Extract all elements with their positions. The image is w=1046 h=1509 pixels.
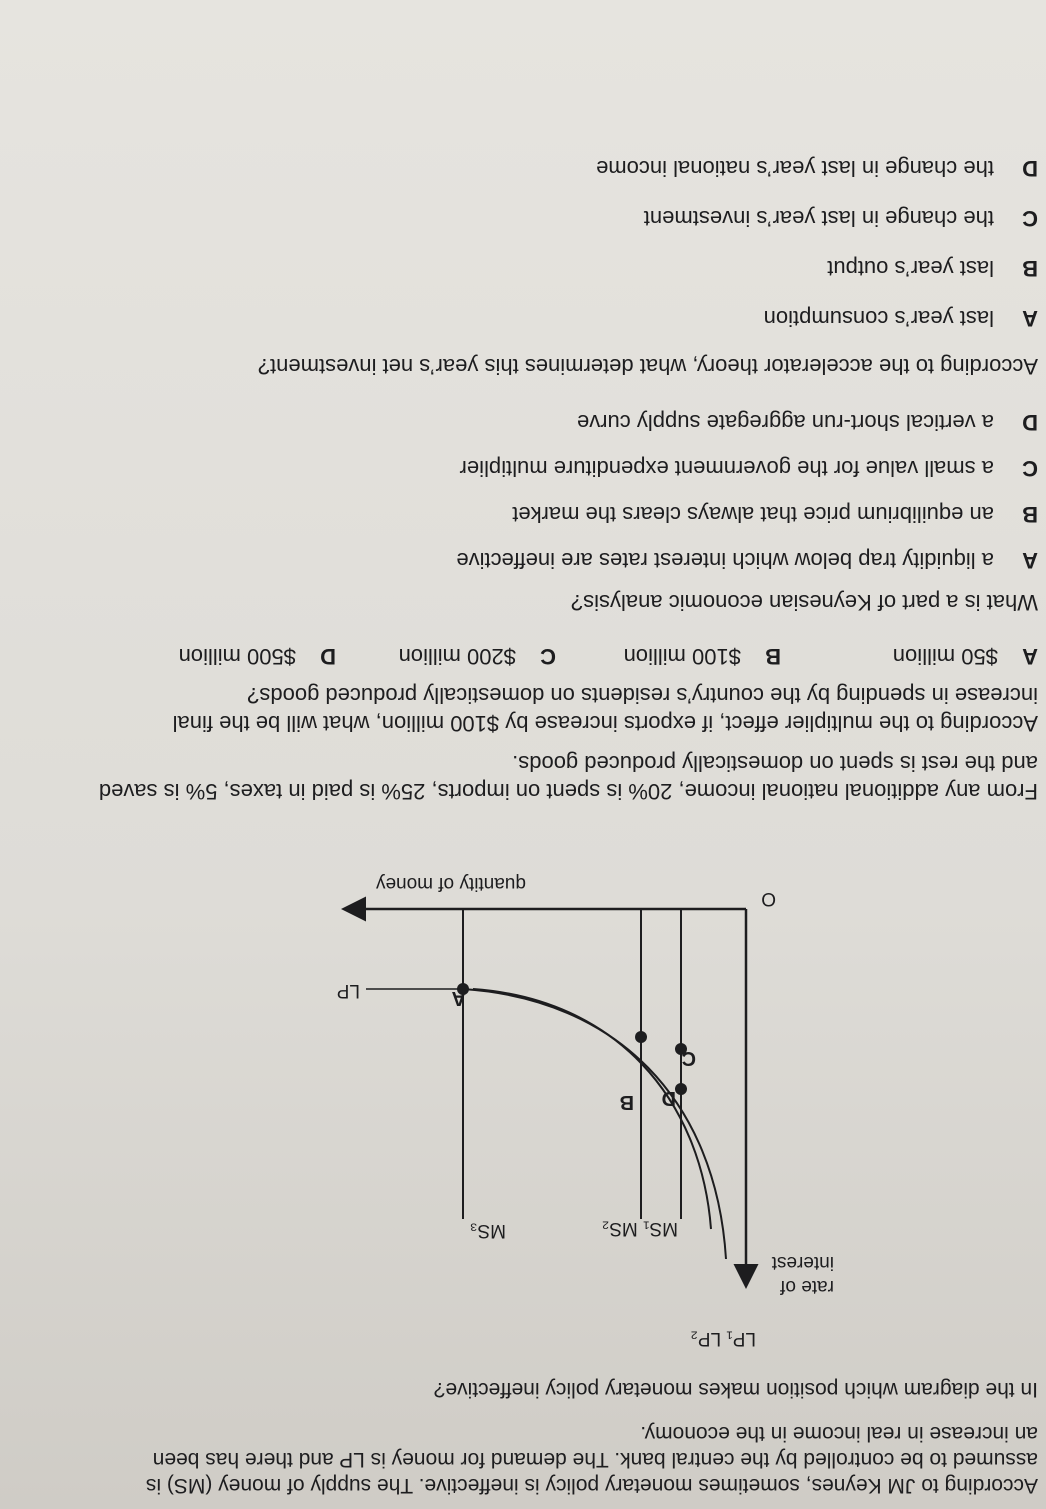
origin-label: O [761, 888, 776, 909]
multiplier-option-b[interactable] [624, 643, 781, 669]
keynesian-option-d[interactable] [577, 409, 1038, 435]
point-d [675, 1083, 687, 1095]
option-text: a liquidity trap below which interest rates are ineffective [456, 548, 994, 573]
lp2-curve [473, 989, 711, 1229]
multiplier-line-2: and the rest is spent on domestically produced goods. [512, 751, 1038, 776]
y-axis-label-1: rate of [780, 1276, 834, 1297]
multiplier-line-3: According to the multiplier effect, if exports increase by $100 million, what will be the final [172, 711, 1038, 736]
y-axis-label-2: interest [771, 1252, 834, 1273]
option-letter: A [1022, 306, 1038, 331]
keynesian-question: What is a part of Keynesian economic analysis? [570, 590, 1038, 615]
option-letter: D [1022, 156, 1038, 181]
option-text: an equilibrium price that always clears the market [512, 502, 994, 527]
option-text: $200 million [398, 644, 516, 669]
option-text: last year’s consumption [763, 306, 994, 331]
lp-label: LP [336, 980, 360, 1001]
option-letter: C [1022, 206, 1038, 231]
option-letter: A [1022, 644, 1038, 669]
point-d-label: D [661, 1087, 676, 1109]
x-axis-label: quantity of money [376, 873, 526, 894]
keynesian-option-c[interactable] [460, 455, 1038, 481]
option-text: a vertical short-run aggregate supply curve [576, 410, 994, 435]
option-text: $100 million [623, 644, 741, 669]
multiplier-option-d[interactable] [179, 643, 336, 669]
option-letter: A [1022, 548, 1038, 573]
option-text: a small value for the government expenditure multiplier [459, 456, 994, 481]
option-letter: C [540, 644, 556, 669]
option-letter: B [1022, 502, 1038, 527]
accelerator-option-b[interactable] [827, 255, 1038, 281]
multiplier-line-1: From any additional national income, 20% is spent on imports, 25% is paid in taxes, 5% is saved [98, 779, 1038, 804]
liquidity-preference-diagram [0, 839, 1046, 1359]
option-text: last year’s output [827, 256, 994, 281]
option-text: $500 million [178, 644, 296, 669]
option-letter: D [320, 644, 336, 669]
point-b [635, 1031, 647, 1043]
option-letter: D [1022, 410, 1038, 435]
keynesian-option-a[interactable] [456, 547, 1038, 573]
intro-line-1: According to JM Keynes, sometimes monetary policy is ineffective. The supply of money (MS) is [145, 1474, 1038, 1497]
option-letter: C [1022, 456, 1038, 481]
accelerator-option-c[interactable] [644, 205, 1038, 231]
ms3-label: MS₃ [469, 1220, 506, 1241]
point-a-label: A [451, 987, 466, 1009]
option-letter: B [1022, 256, 1038, 281]
option-text: the change in last year’s national income [596, 156, 994, 181]
accelerator-question: According to the accelerator theory, what determines this year’s net investment? [257, 354, 1038, 379]
point-c-label: C [681, 1047, 696, 1069]
option-text: $50 million [892, 644, 998, 669]
intro-question: In the diagram which position makes monetary policy ineffective? [433, 1378, 1038, 1401]
accelerator-option-a[interactable] [764, 305, 1038, 331]
multiplier-option-a[interactable] [893, 643, 1038, 669]
intro-line-2: assumed to be controlled by the central bank. The demand for money is LP and there has been [152, 1448, 1038, 1471]
intro-line-3: an increase in real income in the economy. [640, 1422, 1038, 1445]
multiplier-option-c[interactable] [399, 643, 556, 669]
keynesian-option-b[interactable] [512, 501, 1038, 527]
accelerator-option-d[interactable] [596, 155, 1038, 181]
ms12-label: MS₁ MS₂ [601, 1218, 678, 1239]
option-letter: B [765, 644, 781, 669]
lp12-label: LP₁ LP₂ [690, 1328, 756, 1349]
option-text: the change in last year’s investment [643, 206, 994, 231]
multiplier-line-4: increase in spending by the country’s residents on domestically produced goods? [247, 683, 1038, 708]
point-b-label: B [619, 1091, 634, 1113]
